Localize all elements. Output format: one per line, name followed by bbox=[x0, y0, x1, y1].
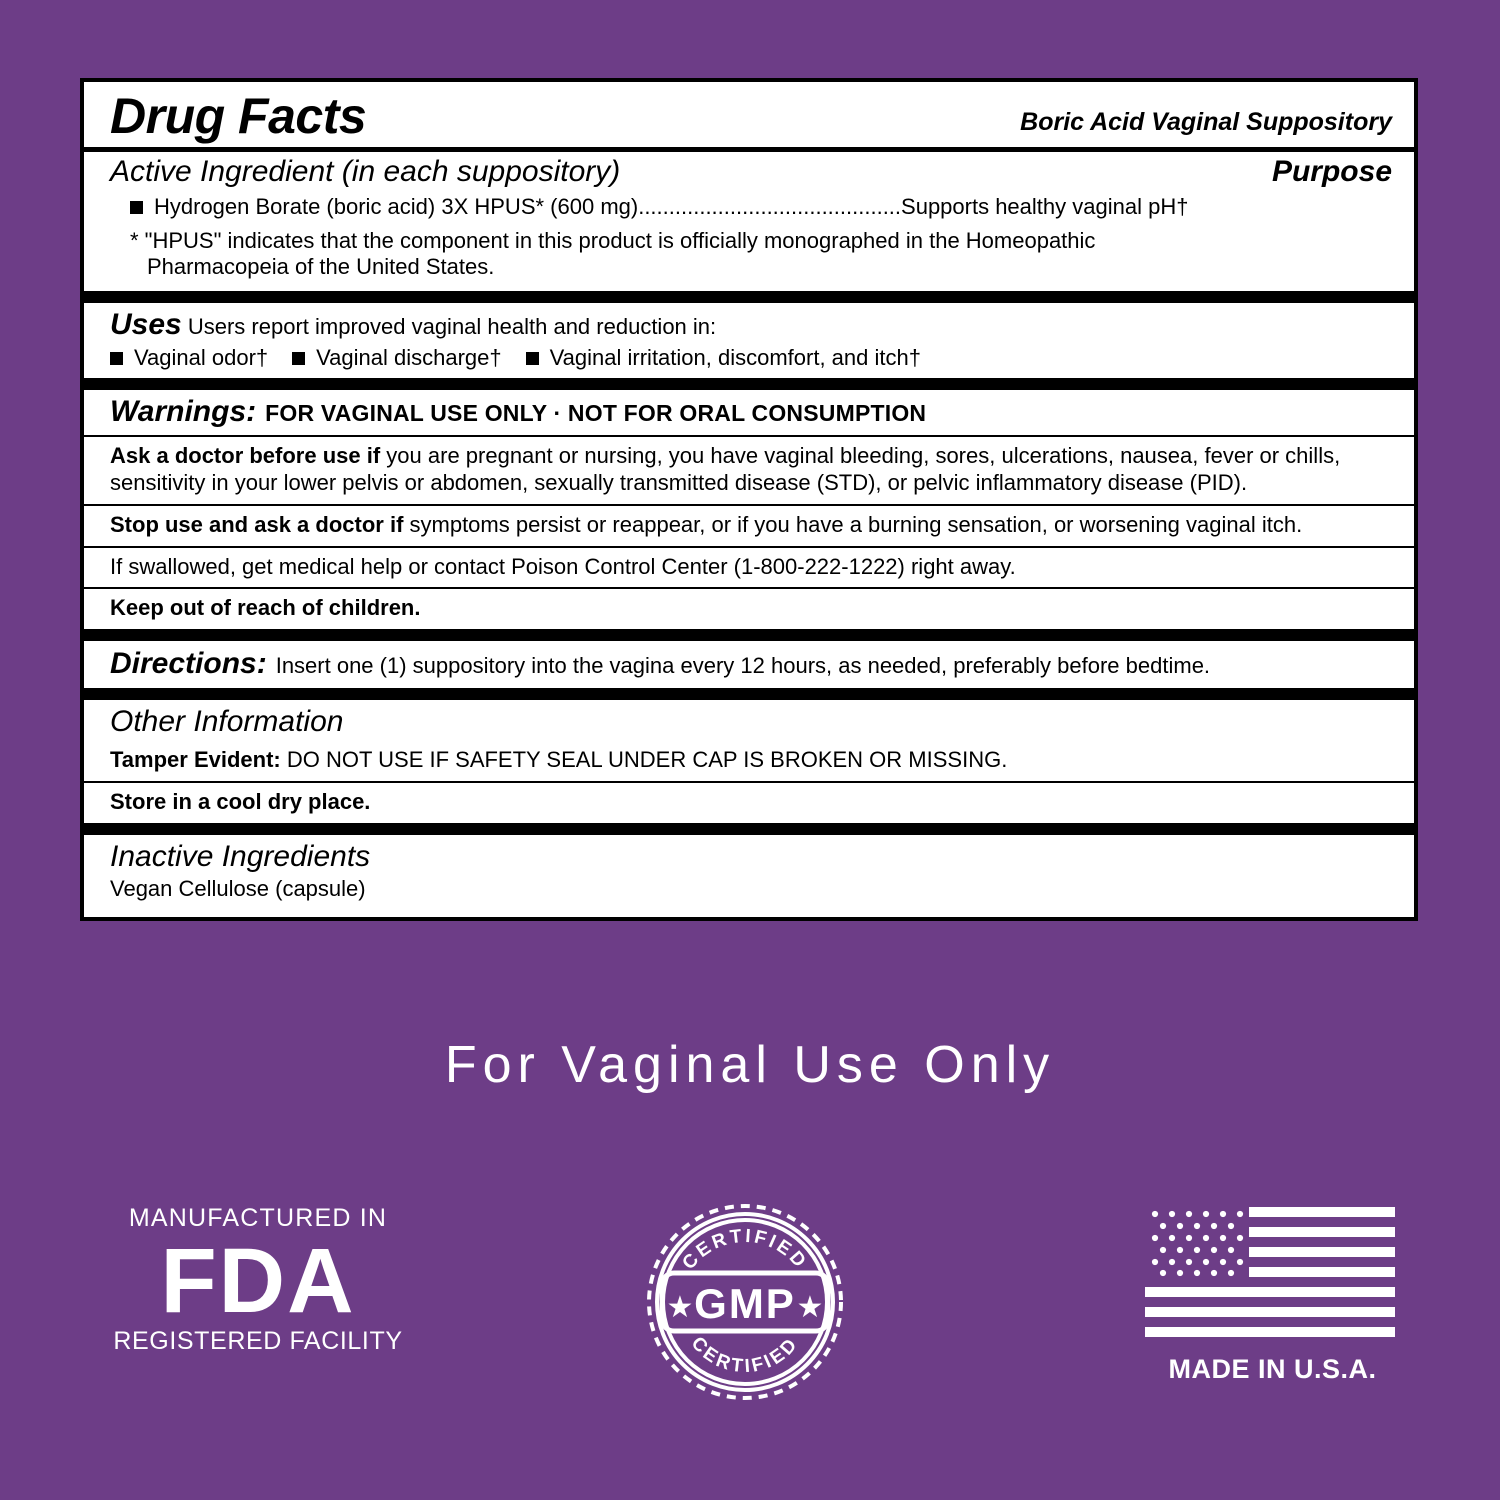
active-ingredient-line bbox=[84, 192, 1414, 222]
uses-intro-row bbox=[84, 303, 1414, 342]
product-name: Boric Acid Vaginal Suppository bbox=[1020, 107, 1392, 136]
fda-bottom-label: REGISTERED FACILITY bbox=[113, 1327, 403, 1356]
divider bbox=[84, 688, 1414, 700]
drug-facts-panel bbox=[80, 78, 1418, 921]
hpus-footnote bbox=[84, 222, 1414, 292]
ask-doctor-text: you are pregnant or nursing, you have vaginal bleeding, sores, ulcerations, nausea, fever or chills, sensitivity in your lower pelvis or abdomen, sexually transmitted disease (STD), or pelvic inflammatory disease (PID). bbox=[110, 443, 1341, 495]
stop-use-paragraph bbox=[84, 506, 1414, 546]
keep-out-of-reach-paragraph bbox=[84, 589, 1414, 629]
uses-item-label: Vaginal odor† bbox=[134, 345, 269, 371]
ask-doctor-paragraph bbox=[84, 437, 1414, 504]
divider bbox=[84, 823, 1414, 835]
gmp-badge bbox=[620, 1195, 870, 1410]
active-ingredient-text: Hydrogen Borate (boric acid) 3X HPUS* (600 mg)...........................................Supports healthy vaginal pH† bbox=[154, 193, 1189, 219]
uses-item-label: Vaginal irritation, discomfort, and itch† bbox=[549, 345, 921, 371]
made-in-usa-badge bbox=[1145, 1207, 1400, 1385]
fda-top-label: MANUFACTURED IN bbox=[128, 1204, 388, 1232]
panel-title-row bbox=[84, 82, 1414, 147]
svg-text:CERTIFIED: CERTIFIED bbox=[678, 1225, 812, 1274]
tamper-evident-text: DO NOT USE IF SAFETY SEAL UNDER CAP IS BROKEN OR MISSING. bbox=[280, 747, 1008, 773]
divider bbox=[84, 378, 1414, 390]
gmp-center-label: GMP bbox=[694, 1280, 796, 1327]
swallowed-paragraph bbox=[84, 548, 1414, 588]
svg-text:CERTIFIED: CERTIFIED bbox=[686, 1332, 804, 1378]
other-information-heading: Other Information bbox=[110, 705, 344, 739]
storage-paragraph bbox=[84, 783, 1414, 823]
divider bbox=[84, 629, 1414, 641]
uses-item-label: Vaginal discharge† bbox=[316, 345, 502, 371]
warnings-header-row bbox=[84, 390, 1414, 435]
uses-intro-text: Users report improved vaginal health and reduction in: bbox=[187, 314, 717, 340]
usa-flag-icon bbox=[1145, 1207, 1395, 1338]
uses-heading: Uses bbox=[110, 308, 182, 342]
inactive-ingredients-heading: Inactive Ingredients bbox=[110, 839, 371, 873]
inactive-ingredients-text: Vegan Cellulose (capsule) bbox=[110, 875, 366, 901]
fda-acronym: FDA bbox=[160, 1229, 356, 1332]
svg-text:★: ★ bbox=[796, 1291, 824, 1324]
certification-badges bbox=[0, 1195, 1500, 1415]
bullet-square-icon bbox=[130, 201, 143, 214]
hpus-footnote-line1: * "HPUS" indicates that the component in this product is officially monographed in the Homeopathic bbox=[130, 227, 1096, 253]
tamper-evident-paragraph bbox=[84, 741, 1414, 781]
ask-doctor-label: Ask a doctor before use if bbox=[110, 443, 381, 469]
storage-text: Store in a cool dry place. bbox=[110, 789, 371, 815]
swallowed-text: If swallowed, get medical help or contact Poison Control Center (1-800-222-1222) right away. bbox=[110, 553, 1016, 579]
stop-use-text: symptoms persist or reappear, or if you have a burning sensation, or worsening vaginal itch. bbox=[403, 511, 1303, 537]
gmp-seal-icon bbox=[620, 1195, 870, 1410]
bullet-square-icon bbox=[292, 352, 305, 365]
fda-badge bbox=[108, 1205, 408, 1356]
list-item bbox=[292, 345, 502, 371]
svg-text:★: ★ bbox=[666, 1291, 694, 1324]
list-item bbox=[526, 345, 921, 371]
directions-row bbox=[84, 641, 1414, 688]
made-in-usa-label: MADE IN U.S.A. bbox=[1168, 1354, 1377, 1384]
directions-text: Insert one (1) suppository into the vagina every 12 hours, as needed, preferably before bedtime. bbox=[275, 653, 1211, 679]
purpose-heading: Purpose bbox=[1271, 154, 1392, 188]
divider bbox=[84, 291, 1414, 303]
bullet-square-icon bbox=[110, 352, 123, 365]
tamper-evident-label: Tamper Evident: bbox=[110, 747, 281, 773]
warnings-heading: Warnings: bbox=[110, 395, 257, 429]
page-title: Drug Facts bbox=[110, 88, 367, 144]
warnings-caps-text: FOR VAGINAL USE ONLY · NOT FOR ORAL CONSUMPTION bbox=[265, 400, 927, 427]
for-vaginal-use-only-text: For Vaginal Use Only bbox=[444, 1036, 1056, 1094]
bullet-square-icon bbox=[526, 352, 539, 365]
hpus-footnote-line2: Pharmacopeia of the United States. bbox=[147, 254, 495, 280]
keep-out-text: Keep out of reach of children. bbox=[110, 595, 421, 621]
uses-list bbox=[84, 342, 1414, 378]
list-item bbox=[110, 345, 268, 371]
active-ingredient-heading: Active Ingredient (in each suppository) bbox=[110, 154, 621, 188]
directions-heading: Directions: bbox=[110, 647, 267, 681]
inactive-ingredients-paragraph bbox=[84, 876, 1414, 917]
active-ingredient-header-row bbox=[84, 152, 1414, 192]
stop-use-label: Stop use and ask a doctor if bbox=[110, 511, 404, 537]
